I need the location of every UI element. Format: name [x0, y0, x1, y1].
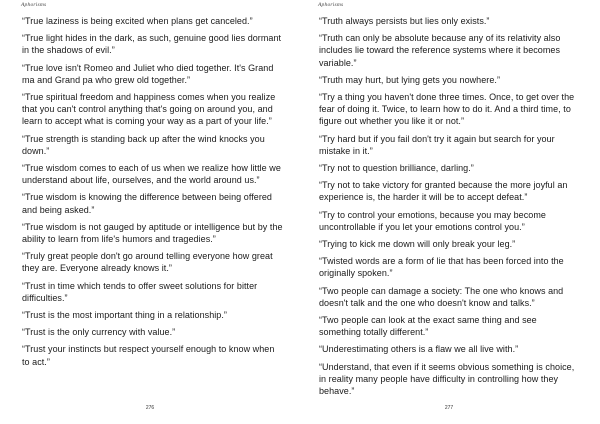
quote: “Trying to kick me down will only break your leg.”: [319, 239, 516, 250]
quote: “True laziness is being excited when plans get canceled.”: [22, 16, 253, 26]
quote: “True strength is standing back up after the wind knocks you down.”: [22, 133, 265, 156]
quote: “Trust in time which tends to offer sweet solutions for bitter difficulties.”: [22, 280, 258, 303]
quote: “Try not to question brilliance, darling.”: [319, 163, 474, 174]
quote-list-right: [319, 15, 581, 402]
quote: “Two people can look at the exact same thing and see something totally different.”: [319, 315, 537, 338]
quote: “True wisdom is not gauged by aptitude or intelligence but by the ability to learn from life's humors and tragedies.”: [22, 221, 283, 245]
quote: “Underestimating others is a flaw we all live with.”: [319, 344, 519, 355]
quote: “Try hard but if you fail don't try it again but search for your mistake in it.”: [319, 133, 555, 156]
quote: “Try a thing you haven't done three times. Once, to get over the fear of doing it. Twice, to learn how to do it. And a third time, to figure out whether you like it or not.”: [319, 92, 575, 127]
page-number-right: 277: [444, 405, 454, 411]
quote: “Twisted words are a form of lie that has been forced into the originally spoken.”: [319, 256, 564, 279]
quote: “True love isn't Romeo and Juliet who died together. It's Grand ma and Grand pa who grew old together.”: [22, 62, 274, 85]
quote: “Trust your instincts but respect yourself enough to know when to act.”: [22, 344, 275, 367]
right-page: [300, 0, 600, 424]
quote: “True wisdom is knowing the difference between being offered and being asked.”: [22, 192, 272, 215]
page-number-left: 276: [145, 405, 155, 411]
quote: “Truth may hurt, but lying gets you nowhere.”: [319, 74, 500, 85]
quote: “Truth can only be absolute because any of its relativity also includes lie toward the reference systems where it becomes variable.”: [319, 33, 561, 68]
running-header-right: Aphorisms: [318, 2, 344, 8]
quote: “True light hides in the dark, as such, genuine good lies dormant in the shadows of evil.”: [22, 33, 282, 56]
quote: “Two people can damage a society: The one who knows and doesn't talk and the one who doesn't know and talks.”: [319, 285, 564, 308]
quote: “True wisdom comes to each of us when we realize how little we understand about life, ourselves, and the world around us.”: [22, 163, 281, 186]
quote: “Understand, that even if it seems obvious something is choice, in reality many people have difficulty in controlling how they behave.”: [319, 361, 575, 397]
quote-list-left: [22, 15, 284, 373]
running-header-left: Aphorisms: [21, 2, 47, 8]
quote: “Truly great people don't go around telling everyone how great they are. Everyone already knows it.”: [22, 251, 273, 274]
quote: “Trust is the only currency with value.”: [22, 327, 176, 338]
quote: “True spiritual freedom and happiness comes when you realize that you can't control anything that's going on around you, and learn to accept what is coming your way as a part of your life.”: [22, 92, 276, 127]
quote: “Try not to take victory for granted because the more joyful an experience is, the harder it will be to accept defeat.”: [319, 180, 568, 203]
quote: “Try to control your emotions, because you may become uncontrollable if you let your emotions control you.”: [319, 209, 546, 232]
quote: “Truth always persists but lies only exists.”: [319, 16, 490, 26]
quote: “Trust is the most important thing in a relationship.”: [22, 310, 227, 321]
